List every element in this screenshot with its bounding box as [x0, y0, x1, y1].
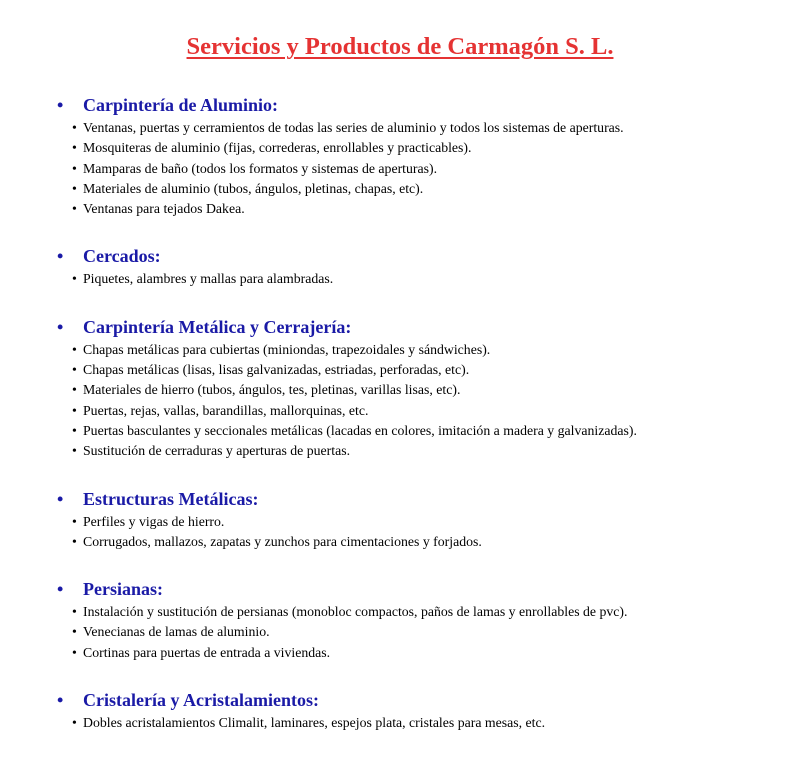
list-item: [0, 138, 800, 158]
item-bullet-icon: •: [72, 201, 77, 217]
item-bullet-icon: •: [72, 271, 77, 287]
item-bullet-icon: •: [72, 513, 77, 529]
services-list: [0, 92, 800, 757]
section-item-list: [0, 340, 800, 462]
item-bullet-icon: •: [72, 422, 77, 438]
section-header: [0, 576, 800, 602]
section-item-list: [0, 713, 800, 733]
section-header: [0, 314, 800, 340]
service-section: [0, 486, 800, 553]
section-bullet-icon: •: [57, 488, 64, 509]
section-title: Cristalería y Acristalamientos:: [83, 690, 319, 711]
list-item-text: Venecianas de lamas de aluminio.: [83, 624, 270, 640]
item-bullet-icon: •: [72, 624, 77, 640]
service-section: [0, 314, 800, 462]
section-bullet-icon: •: [57, 690, 64, 711]
service-section: [0, 576, 800, 663]
list-item-text: Dobles acristalamientos Climalit, laminares, espejos plata, cristales para mesas, etc.: [83, 715, 546, 731]
list-item: [0, 622, 800, 642]
item-bullet-icon: •: [72, 140, 77, 156]
item-bullet-icon: •: [72, 120, 77, 135]
list-item: [0, 118, 800, 138]
list-item-text: Chapas metálicas para cubiertas (miniondas, trapezoidales y sándwiches).: [83, 341, 491, 357]
list-item: [0, 441, 800, 461]
list-item: [0, 512, 800, 532]
list-item: [0, 532, 800, 552]
item-bullet-icon: •: [72, 443, 77, 459]
list-item: [0, 360, 800, 380]
page-title: Servicios y Productos de Carmagón S. L.: [186, 33, 614, 60]
item-bullet-icon: •: [72, 604, 77, 620]
section-header: [0, 92, 800, 118]
list-item: [0, 602, 800, 622]
list-item-text: Mosquiteras de aluminio (fijas, correderas, enrollables y practicables).: [83, 140, 472, 156]
section-bullet-icon: •: [57, 95, 64, 115]
section-item-list: [0, 269, 800, 289]
item-bullet-icon: •: [72, 533, 77, 549]
service-section: [0, 687, 800, 733]
service-section: [0, 243, 800, 289]
section-header: [0, 486, 800, 512]
list-item-text: Ventanas, puertas y cerramientos de todas las series de aluminio y todos los sistemas de aperturas.: [83, 120, 624, 135]
section-bullet-icon: •: [57, 579, 64, 600]
list-item: [0, 380, 800, 400]
list-item-text: Instalación y sustitución de persianas (monobloc compactos, paños de lamas y enrollables de pvc).: [83, 604, 628, 620]
item-bullet-icon: •: [72, 341, 77, 357]
list-item-text: Piquetes, alambres y mallas para alambradas.: [83, 271, 334, 287]
section-title: Cercados:: [83, 246, 161, 267]
list-item: [0, 401, 800, 421]
list-item-text: Perfiles y vigas de hierro.: [83, 513, 225, 529]
list-item: [0, 159, 800, 179]
item-bullet-icon: •: [72, 180, 77, 196]
list-item: [0, 643, 800, 663]
section-header: [0, 687, 800, 713]
list-item: [0, 340, 800, 360]
section-bullet-icon: •: [57, 316, 64, 337]
list-item-text: Mamparas de baño (todos los formatos y sistemas de aperturas).: [83, 160, 438, 176]
list-item-text: Materiales de hierro (tubos, ángulos, tes, pletinas, varillas lisas, etc).: [83, 382, 461, 398]
list-item-text: Puertas, rejas, vallas, barandillas, mallorquinas, etc.: [83, 402, 369, 418]
list-item-text: Chapas metálicas (lisas, lisas galvanizadas, estriadas, perforadas, etc).: [83, 362, 470, 378]
section-title: Estructuras Metálicas:: [83, 488, 259, 509]
section-item-list: [0, 118, 800, 219]
list-item: [0, 199, 800, 219]
item-bullet-icon: •: [72, 160, 77, 176]
list-item: [0, 269, 800, 289]
list-item-text: Ventanas para tejados Dakea.: [83, 201, 245, 217]
list-item: [0, 179, 800, 199]
section-item-list: [0, 512, 800, 553]
list-item: [0, 421, 800, 441]
list-item-text: Corrugados, mallazos, zapatas y zunchos para cimentaciones y forjados.: [83, 533, 482, 549]
service-section: [0, 92, 800, 219]
section-item-list: [0, 602, 800, 663]
item-bullet-icon: •: [72, 402, 77, 418]
section-title: Carpintería Metálica y Cerrajería:: [83, 316, 352, 337]
list-item: [0, 713, 800, 733]
item-bullet-icon: •: [72, 362, 77, 378]
item-bullet-icon: •: [72, 382, 77, 398]
item-bullet-icon: •: [72, 715, 77, 731]
list-item-text: Materiales de aluminio (tubos, ángulos, pletinas, chapas, etc).: [83, 180, 424, 196]
section-title: Carpintería de Aluminio:: [83, 95, 279, 115]
section-title: Persianas:: [83, 579, 163, 600]
list-item-text: Puertas basculantes y seccionales metálicas (lacadas en colores, imitación a madera y galvanizadas).: [83, 422, 637, 438]
item-bullet-icon: •: [72, 644, 77, 660]
section-header: [0, 243, 800, 269]
section-bullet-icon: •: [57, 246, 64, 267]
list-item-text: Cortinas para puertas de entrada a viviendas.: [83, 644, 331, 660]
list-item-text: Sustitución de cerraduras y aperturas de puertas.: [83, 443, 351, 459]
